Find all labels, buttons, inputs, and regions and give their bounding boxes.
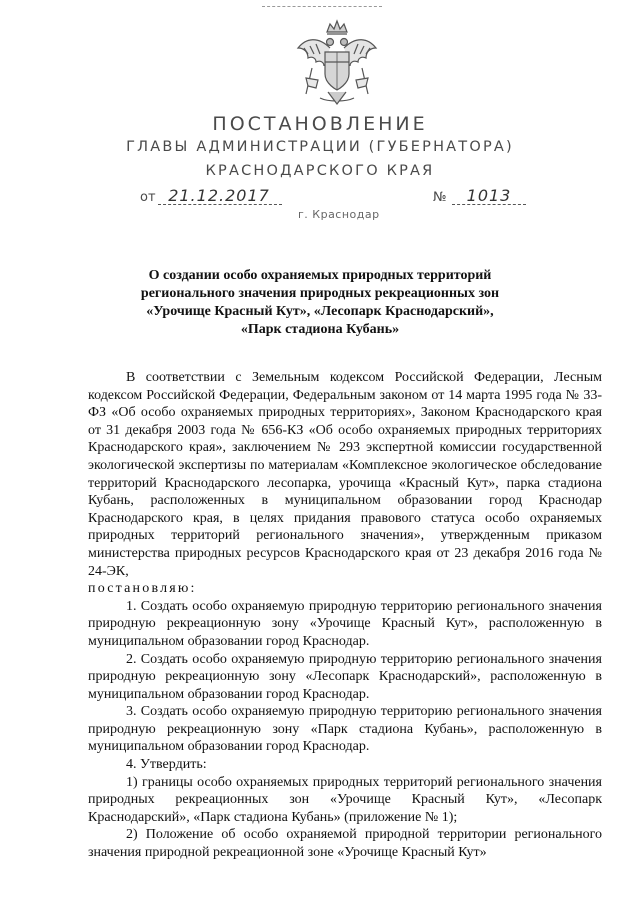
number-label: № <box>433 190 447 205</box>
document-type-heading: ПОСТАНОВЛЕНИЕ <box>212 113 428 135</box>
list-item: 1) границы особо охраняемых природных территорий регионального значения природных рекреационных зон «Урочище Красный Кут», «Лесопарк Краснодарский», «Парк стадиона Кубань» (приложение № 1); <box>88 774 602 825</box>
list-item: 2) Положение об особо охраняемой природной территории регионального значения природной рекреационной зоне «Урочище Красный Кут» <box>88 827 602 861</box>
document-date: 21.12.2017 <box>168 186 270 205</box>
coat-of-arms-emblem <box>294 18 380 106</box>
preamble-paragraph: В соответствии с Земельным кодексом Российской Федерации, Лесным кодексом Российской Федерации, Федеральным законом от 14 марта 1995 года № 33-ФЗ «Об особо охраняемых природных территориях», Законом Краснодарского края от 31 декабря 2003 года № 656-КЗ «Об особо охраняемых природных территориях Краснодарского края», заключением № 293 экспертной комиссии государственной экологической экспертизы по материалам «Комплексное экологическое обследование территорий Краснодарского лесопарка, урочища «Красный Кут», парка стадиона Кубань, расположенных в муниципальном образовании город Краснодар Краснодарского края, в целях придания правового статуса особо охраняемых природных территорий регионального значения», утвержденным приказом министерства природных ресурсов Краснодарского края от 23 декабря 2016 года № 24-ЭК, <box>88 370 602 579</box>
scan-top-mark <box>262 6 382 7</box>
issue-city: г. Краснодар <box>298 208 380 221</box>
issuer-heading: ГЛАВЫ АДМИНИСТРАЦИИ (ГУБЕРНАТОРА) <box>126 139 514 155</box>
region-heading: КРАСНОДАРСКОГО КРАЯ <box>205 163 435 179</box>
title-line: О создании особо охраняемых природных территорий <box>148 268 492 283</box>
date-number-row <box>0 186 640 210</box>
document-body <box>88 369 602 862</box>
document-number: 1013 <box>466 186 512 205</box>
list-item: 4. Утвердить: <box>126 757 207 773</box>
date-label: от <box>140 190 156 205</box>
list-item: 1. Создать особо охраняемую природную территорию регионального значения природную рекреационную зону «Урочище Красный Кут», расположенную в муниципальном образовании город Краснодар. <box>88 598 602 649</box>
date-underline <box>158 204 282 205</box>
title-line: «Урочище Красный Кут», «Лесопарк Краснодарский», <box>146 304 494 319</box>
number-underline <box>452 204 526 205</box>
title-line: регионального значения природных рекреационных зон <box>140 286 500 301</box>
title-line: «Парк стадиона Кубань» <box>240 322 400 337</box>
list-item: 2. Создать особо охраняемую природную территорию регионального значения природную рекреационную зону «Лесопарк Краснодарский», расположенную в муниципальном образовании город Краснодар. <box>88 651 602 702</box>
document-title <box>120 267 520 339</box>
list-item: 3. Создать особо охраняемую природную территорию регионального значения природную рекреационную зону «Парк стадиона Кубань», расположенную в муниципальном образовании город Краснодар. <box>88 704 602 755</box>
decree-word: постановляю: <box>88 581 197 597</box>
